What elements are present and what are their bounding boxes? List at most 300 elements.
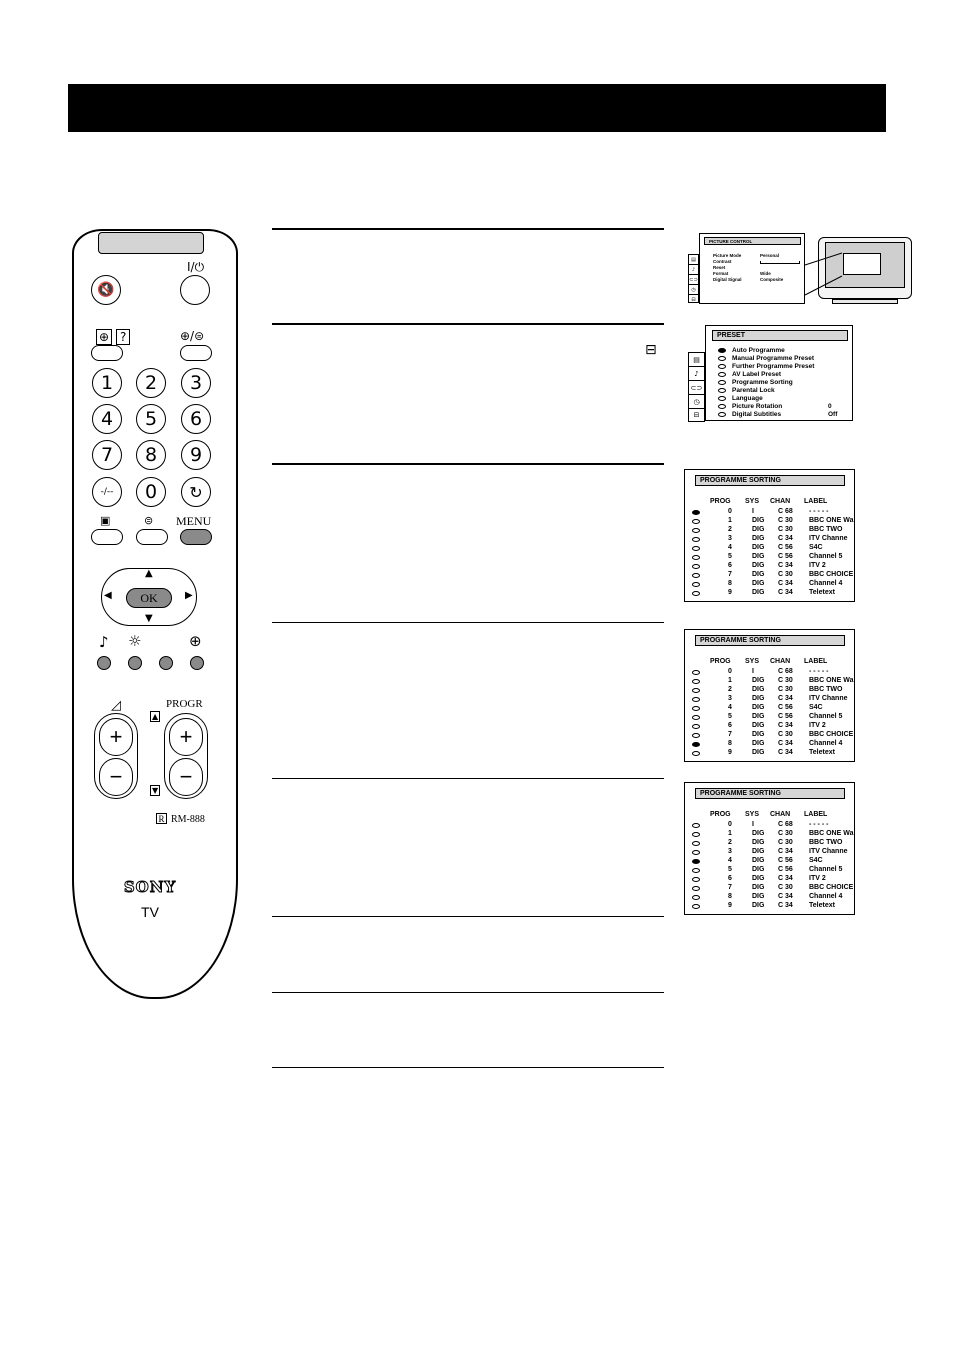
system-value: DIG (752, 562, 765, 569)
brand-subtitle: TV (141, 904, 159, 920)
arrow-left-button[interactable]: ◀ (104, 590, 112, 601)
prog-number: 6 (728, 722, 732, 729)
tv-mode-icon: ▣ (100, 514, 111, 527)
features-tab-icon: ⊂⊃ (689, 381, 704, 395)
number-button-4[interactable]: 4 (92, 404, 122, 434)
prog-number: 1 (728, 830, 732, 837)
selection-bullet (692, 564, 700, 569)
prog-number: 8 (728, 893, 732, 900)
system-value: DIG (752, 571, 765, 578)
selection-bullet (692, 742, 700, 747)
progr-up-icon: ▲ (152, 712, 159, 721)
model-number: R RM-888 (156, 813, 205, 825)
programme-row[interactable] (692, 857, 852, 866)
selection-bullet (692, 582, 700, 587)
programme-row[interactable] (692, 544, 852, 553)
selection-bullet (692, 751, 700, 756)
channel-value: C 56 (778, 713, 793, 720)
prog-number: 4 (728, 544, 732, 551)
channel-label: Teletext (809, 902, 835, 909)
programme-row[interactable] (692, 749, 852, 758)
ok-button[interactable]: OK (126, 588, 172, 608)
selection-bullet (692, 724, 700, 729)
programme-row[interactable] (692, 553, 852, 562)
channel-label: - - - - - (809, 508, 829, 515)
channel-value: C 34 (778, 848, 793, 855)
picture-mode-icon: ☼ (128, 632, 142, 650)
system-value: DIG (752, 830, 765, 837)
contrast-slider (760, 261, 800, 264)
preset-item[interactable]: AV Label Preset (718, 370, 781, 378)
selection-bullet (692, 895, 700, 900)
preset-item-value: 0 (828, 402, 832, 410)
preset-item[interactable]: Picture Rotation 0 (718, 402, 848, 410)
channel-label: BBC CHOICE (809, 884, 854, 891)
volume-icon: ◿ (111, 698, 121, 713)
prog-number: 3 (728, 535, 732, 542)
prog-number: 9 (728, 749, 732, 756)
number-button-3[interactable]: 3 (181, 368, 211, 398)
channel-label: Channel 4 (809, 740, 843, 747)
menu-side-icons (688, 352, 705, 422)
number-button-0[interactable]: 0 (136, 477, 166, 507)
programme-row[interactable] (692, 695, 852, 704)
channel-value: C 68 (778, 821, 793, 828)
preset-tab-icon: ⊟ (645, 342, 657, 358)
programme-row[interactable] (692, 848, 852, 857)
menu-title: PROGRAMME SORTING (695, 475, 845, 486)
preset-item[interactable]: Auto Programme (718, 346, 785, 354)
picture-control-menu (699, 233, 805, 304)
selection-bullet (692, 546, 700, 551)
channel-label: Channel 5 (809, 713, 843, 720)
menu-label: Format (713, 271, 729, 276)
sound-mode-icon: ♪ (99, 633, 109, 651)
system-value: DIG (752, 749, 765, 756)
channel-label: ITV Channe (809, 535, 848, 542)
channel-label: ITV 2 (809, 722, 826, 729)
preset-item-value: Off (828, 410, 838, 418)
prog-number: 7 (728, 884, 732, 891)
programme-row[interactable] (692, 668, 852, 677)
navigation-pad (101, 568, 197, 626)
section-divider-2 (272, 323, 664, 325)
chan-header: CHAN (770, 811, 791, 818)
menu-value: Wide (760, 271, 771, 276)
channel-value: C 34 (778, 875, 793, 882)
selection-bullet (692, 528, 700, 533)
programme-row[interactable] (692, 902, 852, 911)
channel-value: C 30 (778, 677, 793, 684)
sys-header: SYS (745, 811, 760, 818)
tv-mode-button[interactable] (91, 529, 123, 545)
header-bar (68, 84, 886, 132)
programme-row[interactable] (692, 677, 852, 686)
prog-number: 7 (728, 731, 732, 738)
channel-value: C 56 (778, 544, 793, 551)
preset-item[interactable]: Manual Programme Preset (718, 354, 814, 362)
menu-title: PRESET (712, 330, 848, 341)
channel-label: S4C (809, 857, 823, 864)
system-value: DIG (752, 544, 765, 551)
system-value: DIG (752, 902, 765, 909)
picture-tab-icon: ▤ (689, 255, 698, 265)
menu-label: Contrast (713, 259, 732, 264)
programme-row[interactable] (692, 884, 852, 893)
channel-value: C 56 (778, 866, 793, 873)
arrow-down-button[interactable]: ▼ (145, 613, 153, 624)
prog-number: 7 (728, 571, 732, 578)
channel-value: C 34 (778, 893, 793, 900)
programme-row[interactable] (692, 571, 852, 580)
zoom-connector (800, 250, 845, 300)
preset-item[interactable]: Further Programme Preset (718, 362, 814, 370)
label-header: LABEL (804, 658, 828, 665)
channel-value: C 34 (778, 580, 793, 587)
preset-item[interactable]: Language (718, 394, 763, 402)
preset-tab-icon: ⊟ (691, 296, 696, 303)
programme-row[interactable] (692, 562, 852, 571)
sys-header: SYS (745, 658, 760, 665)
selection-bullet (692, 679, 700, 684)
section-divider-3 (272, 463, 664, 465)
programme-up-button[interactable]: + (169, 718, 203, 756)
selection-bullet (692, 537, 700, 542)
screen-format-icon: ⊕ (189, 632, 202, 650)
input-select-button[interactable] (180, 345, 212, 361)
remote-ir-window (98, 232, 204, 254)
picture-tab-icon: ▤ (689, 353, 704, 367)
system-value: DIG (752, 695, 765, 702)
menu-title: PICTURE CONTROL (704, 237, 801, 245)
selection-bullet (692, 573, 700, 578)
system-value: DIG (752, 731, 765, 738)
jump-icon: ↻ (189, 482, 203, 502)
channel-value: C 30 (778, 686, 793, 693)
selection-bullet (692, 823, 700, 828)
system-value: DIG (752, 893, 765, 900)
channel-value: C 34 (778, 535, 793, 542)
channel-label: ITV Channe (809, 848, 848, 855)
section-divider-5 (272, 778, 664, 779)
programme-row[interactable] (692, 722, 852, 731)
prog-number: 6 (728, 562, 732, 569)
color-button-3[interactable] (159, 656, 173, 670)
system-value: DIG (752, 740, 765, 747)
section-divider-6 (272, 916, 664, 917)
prog-number: 0 (728, 821, 732, 828)
programme-row[interactable] (692, 875, 852, 884)
preset-menu (705, 325, 853, 421)
channel-value: C 30 (778, 731, 793, 738)
programme-row[interactable] (692, 830, 852, 839)
number-button-8[interactable]: 8 (136, 440, 166, 470)
prog-number: 8 (728, 580, 732, 587)
selection-bullet (718, 404, 726, 409)
channel-value: C 68 (778, 508, 793, 515)
channel-label: Teletext (809, 589, 835, 596)
selection-bullet (692, 688, 700, 693)
arrow-up-button[interactable]: ▲ (145, 568, 153, 579)
help-icon: ? (116, 329, 130, 345)
prog-number: 5 (728, 553, 732, 560)
channel-value: C 56 (778, 857, 793, 864)
selection-bullet (718, 412, 726, 417)
menu-side-icons (688, 254, 699, 303)
channel-value: C 30 (778, 839, 793, 846)
selection-bullet (692, 904, 700, 909)
channel-label: BBC ONE Wa (809, 677, 854, 684)
prog-number: 5 (728, 713, 732, 720)
programme-row[interactable] (692, 589, 852, 598)
power-button[interactable] (180, 275, 210, 305)
channel-value: C 34 (778, 695, 793, 702)
features-tab-icon: ⊂⊃ (689, 275, 698, 285)
selection-bullet (718, 356, 726, 361)
system-value: DIG (752, 589, 765, 596)
prog-number: 1 (728, 677, 732, 684)
prog-number: 4 (728, 704, 732, 711)
info-icon: ⊕ (96, 329, 112, 345)
prog-number: 3 (728, 848, 732, 855)
channel-label: Channel 5 (809, 866, 843, 873)
system-value: DIG (752, 722, 765, 729)
menu-title: PROGRAMME SORTING (695, 635, 845, 646)
programme-row[interactable] (692, 740, 852, 749)
teletext-icon: ⊜ (144, 514, 154, 527)
system-value: DIG (752, 839, 765, 846)
prog-header: PROG (710, 811, 731, 818)
channel-label: Channel 4 (809, 893, 843, 900)
menu-title: PROGRAMME SORTING (695, 788, 845, 799)
section-divider-7 (272, 992, 664, 993)
system-value: DIG (752, 686, 765, 693)
label-header: LABEL (804, 811, 828, 818)
prog-number: 0 (728, 668, 732, 675)
selection-bullet (718, 396, 726, 401)
preset-tab-icon: ⊟ (693, 411, 700, 419)
selection-bullet (692, 850, 700, 855)
programme-row[interactable] (692, 686, 852, 695)
number-button-1[interactable]: 1 (92, 368, 122, 398)
info-button[interactable] (91, 345, 123, 361)
number-button-2[interactable]: 2 (136, 368, 166, 398)
channel-label: BBC TWO (809, 839, 843, 846)
jump-button[interactable] (181, 477, 211, 507)
channel-label: S4C (809, 704, 823, 711)
prog-number: 4 (728, 857, 732, 864)
section-divider-4 (272, 622, 664, 623)
menu-value: Composite (760, 277, 784, 282)
system-value: I (752, 508, 754, 515)
programme-sorting-menu (684, 629, 855, 762)
sound-tab-icon: ♪ (689, 265, 698, 275)
selection-bullet (692, 868, 700, 873)
channel-value: C 30 (778, 884, 793, 891)
system-value: DIG (752, 704, 765, 711)
programme-sorting-menu (684, 469, 855, 602)
programme-sorting-menu (684, 782, 855, 915)
channel-label: BBC CHOICE (809, 731, 854, 738)
system-value: DIG (752, 866, 765, 873)
programme-row[interactable] (692, 704, 852, 713)
programme-row[interactable] (692, 535, 852, 544)
channel-label: - - - - - (809, 668, 829, 675)
channel-label: - - - - - (809, 821, 829, 828)
channel-value: C 56 (778, 704, 793, 711)
selection-bullet (692, 519, 700, 524)
channel-value: C 34 (778, 902, 793, 909)
preset-item[interactable]: Parental Lock (718, 386, 775, 394)
programme-row[interactable] (692, 526, 852, 535)
selection-bullet (692, 706, 700, 711)
channel-value: C 34 (778, 740, 793, 747)
selection-bullet (692, 510, 700, 515)
channel-label: BBC TWO (809, 686, 843, 693)
teletext-button[interactable] (136, 529, 168, 545)
system-value: DIG (752, 848, 765, 855)
sound-mode-button[interactable] (97, 656, 111, 670)
system-value: DIG (752, 526, 765, 533)
input-select-icon: ⊕/⊜ (180, 329, 205, 343)
menu-label: Picture Mode (713, 253, 742, 258)
screen-format-button[interactable] (190, 656, 204, 670)
sound-tab-icon: ♪ (689, 367, 704, 381)
system-value: DIG (752, 884, 765, 891)
prog-number: 3 (728, 695, 732, 702)
power-icon: I/⏻ (187, 260, 205, 274)
programme-row[interactable] (692, 821, 852, 830)
selection-bullet (692, 841, 700, 846)
selection-bullet (692, 832, 700, 837)
tv-mini-menu (843, 253, 881, 275)
system-value: DIG (752, 857, 765, 864)
prog-number: 2 (728, 686, 732, 693)
channel-label: BBC TWO (809, 526, 843, 533)
volume-up-button[interactable]: + (99, 718, 133, 756)
label-header: LABEL (804, 498, 828, 505)
channel-value: C 34 (778, 562, 793, 569)
timer-tab-icon: ◷ (689, 285, 698, 295)
chan-header: CHAN (770, 498, 791, 505)
preset-item[interactable]: Programme Sorting (718, 378, 793, 386)
prog-number: 6 (728, 875, 732, 882)
channel-value: C 30 (778, 526, 793, 533)
selection-bullet (692, 877, 700, 882)
prog-number: 5 (728, 866, 732, 873)
menu-value: Personal (760, 253, 780, 258)
double-digit-button[interactable]: -/-- (92, 477, 122, 507)
prog-number: 0 (728, 508, 732, 515)
progr-label: PROGR (166, 698, 203, 710)
model-badge: R (156, 813, 167, 824)
system-value: I (752, 668, 754, 675)
system-value: DIG (752, 535, 765, 542)
programme-rocker (164, 713, 208, 799)
menu-label: Reset (713, 265, 726, 270)
channel-value: C 34 (778, 749, 793, 756)
programme-row[interactable] (692, 517, 852, 526)
mute-icon: 🔇 (97, 282, 115, 298)
channel-label: Channel 5 (809, 553, 843, 560)
programme-row[interactable] (692, 713, 852, 722)
volume-down-button[interactable]: − (99, 758, 133, 796)
prog-number: 9 (728, 589, 732, 596)
selection-bullet (718, 372, 726, 377)
prog-number: 8 (728, 740, 732, 747)
selection-bullet (692, 670, 700, 675)
preset-item[interactable]: Digital Subtitles Off (718, 410, 848, 418)
programme-row[interactable] (692, 580, 852, 589)
selection-bullet (718, 364, 726, 369)
number-button-6[interactable]: 6 (181, 404, 211, 434)
selection-bullet (692, 591, 700, 596)
system-value: I (752, 821, 754, 828)
prog-header: PROG (710, 498, 731, 505)
system-value: DIG (752, 713, 765, 720)
selection-bullet (692, 733, 700, 738)
channel-label: Channel 4 (809, 580, 843, 587)
selection-bullet (718, 380, 726, 385)
system-value: DIG (752, 677, 765, 684)
system-value: DIG (752, 517, 765, 524)
selection-bullet (692, 697, 700, 702)
progr-down-icon: ▼ (152, 786, 159, 795)
picture-mode-button[interactable] (128, 656, 142, 670)
selection-bullet (692, 886, 700, 891)
system-value: DIG (752, 580, 765, 587)
prog-number: 9 (728, 902, 732, 909)
channel-value: C 30 (778, 571, 793, 578)
channel-value: C 34 (778, 722, 793, 729)
programme-down-button[interactable]: − (169, 758, 203, 796)
selection-bullet (692, 555, 700, 560)
selection-bullet (718, 388, 726, 393)
programme-row[interactable] (692, 893, 852, 902)
system-value: DIG (752, 875, 765, 882)
arrow-right-button[interactable]: ▶ (185, 590, 193, 601)
programme-row[interactable] (692, 839, 852, 848)
timer-tab-icon: ◷ (689, 395, 704, 409)
programme-row[interactable] (692, 731, 852, 740)
number-button-9[interactable]: 9 (181, 440, 211, 470)
channel-value: C 56 (778, 553, 793, 560)
number-button-5[interactable]: 5 (136, 404, 166, 434)
channel-label: S4C (809, 544, 823, 551)
channel-label: BBC CHOICE (809, 571, 854, 578)
channel-label: ITV Channe (809, 695, 848, 702)
section-divider-1 (272, 228, 664, 230)
chan-header: CHAN (770, 658, 791, 665)
mute-button[interactable] (91, 275, 121, 305)
channel-value: C 68 (778, 668, 793, 675)
channel-label: Teletext (809, 749, 835, 756)
menu-label: MENU (176, 514, 212, 528)
programme-row[interactable] (692, 508, 852, 517)
selection-bullet (692, 859, 700, 864)
programme-row[interactable] (692, 866, 852, 875)
channel-value: C 34 (778, 589, 793, 596)
prog-number: 2 (728, 839, 732, 846)
channel-label: ITV 2 (809, 875, 826, 882)
selection-bullet (718, 348, 726, 353)
channel-label: ITV 2 (809, 562, 826, 569)
menu-button[interactable] (180, 529, 212, 545)
menu-label: Digital Signal (713, 277, 742, 282)
number-button-7[interactable]: 7 (92, 440, 122, 470)
channel-label: BBC ONE Wa (809, 517, 854, 524)
channel-value: C 30 (778, 830, 793, 837)
